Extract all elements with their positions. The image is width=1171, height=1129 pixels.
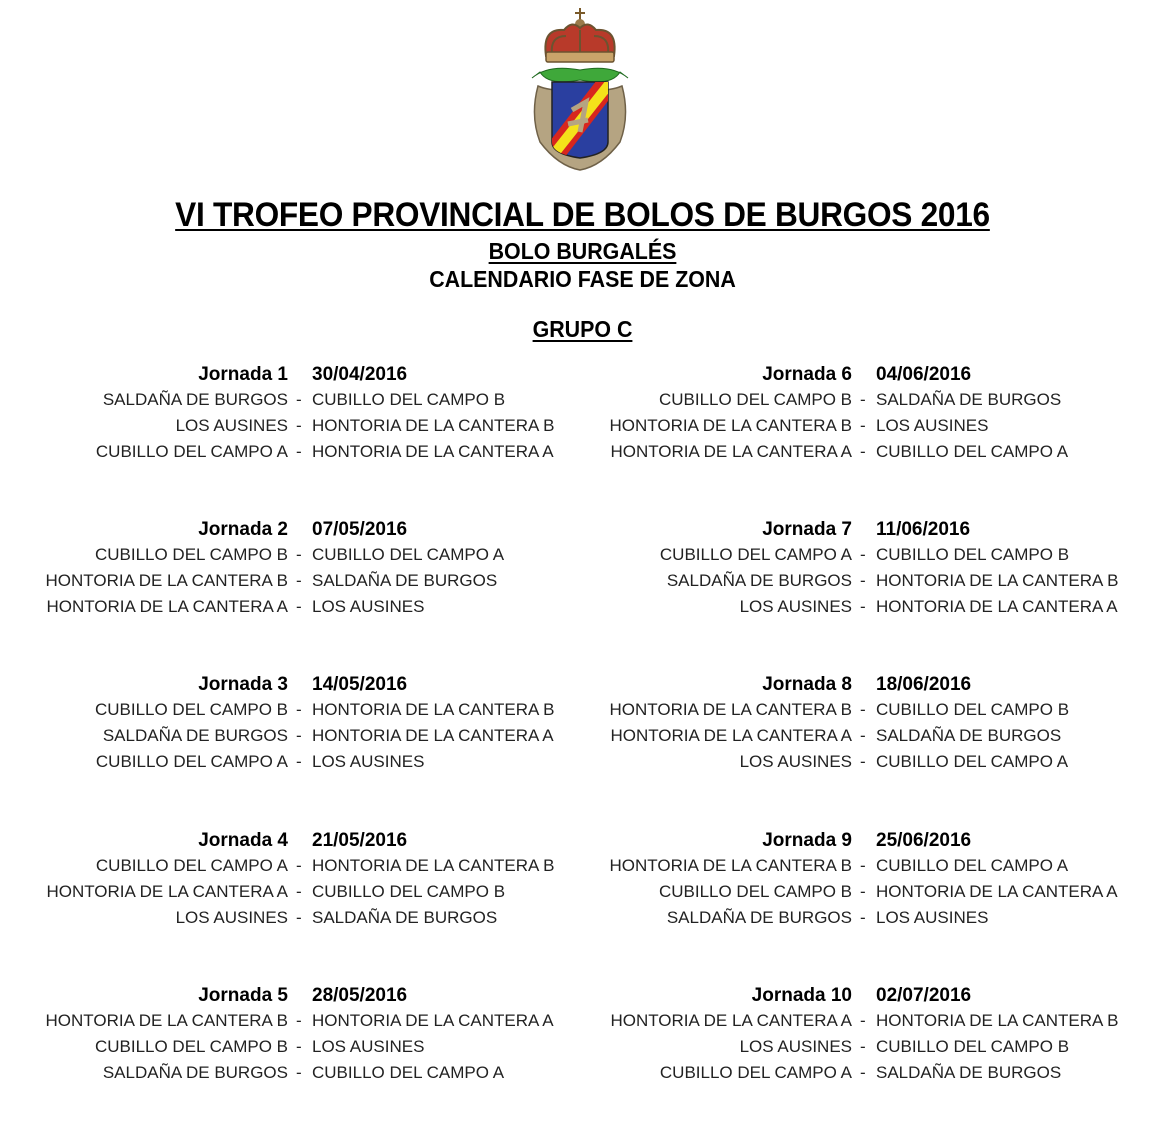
away-team: SALDAÑA DE BURGOS [312, 571, 498, 590]
provincial-crest-icon [528, 6, 632, 172]
match-row [0, 571, 560, 597]
home-team: HONTORIA DE LA CANTERA A [610, 442, 852, 461]
home-team: CUBILLO DEL CAMPO A [659, 545, 852, 564]
home-team: HONTORIA DE LA CANTERA B [609, 856, 852, 875]
away-team: SALDAÑA DE BURGOS [876, 726, 1062, 745]
away-team: LOS AUSINES [312, 752, 425, 771]
jornada-date: 25/06/2016 [876, 830, 972, 851]
home-team: LOS AUSINES [175, 908, 288, 927]
home-team: LOS AUSINES [739, 752, 852, 771]
match-row [564, 908, 1124, 934]
away-team: CUBILLO DEL CAMPO A [876, 752, 1069, 771]
home-team: CUBILLO DEL CAMPO A [95, 442, 288, 461]
match-separator: - [296, 856, 302, 875]
match-separator: - [860, 882, 866, 901]
home-team: HONTORIA DE LA CANTERA B [45, 571, 288, 590]
jornada-header [564, 830, 1124, 856]
away-team: HONTORIA DE LA CANTERA A [876, 882, 1118, 901]
jornada-label: Jornada 1 [198, 364, 288, 385]
jornada-label: Jornada 6 [762, 364, 852, 385]
home-team: HONTORIA DE LA CANTERA A [610, 726, 852, 745]
away-team: LOS AUSINES [312, 597, 425, 616]
match-separator: - [296, 908, 302, 927]
away-team: SALDAÑA DE BURGOS [876, 1063, 1062, 1082]
jornada-label: Jornada 9 [762, 830, 852, 851]
jornada-block [564, 830, 1124, 934]
home-team: SALDAÑA DE BURGOS [102, 726, 288, 745]
match-separator: - [860, 545, 866, 564]
home-team: HONTORIA DE LA CANTERA B [609, 700, 852, 719]
match-row [564, 1011, 1124, 1037]
match-row [0, 752, 560, 778]
away-team: LOS AUSINES [876, 908, 989, 927]
away-team: SALDAÑA DE BURGOS [312, 908, 498, 927]
match-separator: - [860, 571, 866, 590]
match-row [564, 1037, 1124, 1063]
document-subtitle: BOLO BURGALÉS [488, 238, 677, 264]
jornada-date: 30/04/2016 [312, 364, 408, 385]
home-team: LOS AUSINES [739, 1037, 852, 1056]
jornada-label: Jornada 10 [751, 985, 852, 1006]
jornada-header [564, 519, 1124, 545]
away-team: HONTORIA DE LA CANTERA A [312, 442, 554, 461]
match-separator: - [860, 416, 866, 435]
jornada-block [564, 985, 1124, 1089]
match-separator: - [296, 1063, 302, 1082]
home-team: LOS AUSINES [175, 416, 288, 435]
away-team: CUBILLO DEL CAMPO B [876, 1037, 1070, 1056]
match-row [0, 597, 560, 623]
match-row [0, 1063, 560, 1089]
home-team: CUBILLO DEL CAMPO B [94, 700, 288, 719]
match-separator: - [296, 1037, 302, 1056]
jornada-header [0, 830, 560, 856]
jornada-label: Jornada 5 [198, 985, 288, 1006]
jornada-label: Jornada 7 [762, 519, 852, 540]
match-row [0, 882, 560, 908]
away-team: CUBILLO DEL CAMPO A [876, 442, 1069, 461]
jornada-block [0, 364, 560, 468]
match-row [0, 545, 560, 571]
jornada-block [0, 674, 560, 778]
away-team: HONTORIA DE LA CANTERA B [312, 700, 555, 719]
jornada-block [0, 985, 560, 1089]
match-row [564, 882, 1124, 908]
away-team: CUBILLO DEL CAMPO B [876, 700, 1070, 719]
jornada-header [0, 519, 560, 545]
match-separator: - [860, 700, 866, 719]
match-row [0, 908, 560, 934]
match-separator: - [296, 726, 302, 745]
jornada-date: 02/07/2016 [876, 985, 972, 1006]
jornada-header [0, 674, 560, 700]
match-separator: - [296, 597, 302, 616]
away-team: HONTORIA DE LA CANTERA A [876, 597, 1118, 616]
away-team: HONTORIA DE LA CANTERA B [312, 856, 555, 875]
jornada-header [0, 985, 560, 1011]
match-row [0, 856, 560, 882]
match-separator: - [860, 1011, 866, 1030]
match-row [564, 545, 1124, 571]
match-row [0, 1037, 560, 1063]
jornada-block [0, 519, 560, 623]
group-title: GRUPO C [532, 316, 633, 342]
match-row [0, 390, 560, 416]
match-separator: - [296, 545, 302, 564]
home-team: LOS AUSINES [739, 597, 852, 616]
home-team: HONTORIA DE LA CANTERA A [46, 882, 288, 901]
home-team: CUBILLO DEL CAMPO B [658, 390, 852, 409]
match-separator: - [860, 1037, 866, 1056]
jornada-label: Jornada 3 [198, 674, 288, 695]
home-team: CUBILLO DEL CAMPO B [94, 545, 288, 564]
home-team: HONTORIA DE LA CANTERA B [609, 416, 852, 435]
match-separator: - [296, 390, 302, 409]
jornada-block [564, 674, 1124, 778]
match-separator: - [860, 726, 866, 745]
jornada-label: Jornada 2 [198, 519, 288, 540]
match-row [564, 571, 1124, 597]
jornada-date: 11/06/2016 [876, 519, 971, 540]
home-team: CUBILLO DEL CAMPO B [658, 882, 852, 901]
jornada-date: 28/05/2016 [312, 985, 408, 1006]
match-separator: - [860, 597, 866, 616]
jornada-block [564, 519, 1124, 623]
match-row [564, 856, 1124, 882]
home-team: HONTORIA DE LA CANTERA B [45, 1011, 288, 1030]
home-team: SALDAÑA DE BURGOS [102, 1063, 288, 1082]
match-separator: - [296, 416, 302, 435]
match-row [564, 597, 1124, 623]
home-team: CUBILLO DEL CAMPO A [659, 1063, 852, 1082]
away-team: LOS AUSINES [876, 416, 989, 435]
home-team: SALDAÑA DE BURGOS [666, 908, 852, 927]
home-team: SALDAÑA DE BURGOS [666, 571, 852, 590]
match-row [0, 416, 560, 442]
match-row [564, 1063, 1124, 1089]
away-team: HONTORIA DE LA CANTERA B [876, 1011, 1119, 1030]
away-team: HONTORIA DE LA CANTERA A [312, 1011, 554, 1030]
jornada-label: Jornada 4 [198, 830, 288, 851]
match-separator: - [860, 1063, 866, 1082]
away-team: CUBILLO DEL CAMPO A [312, 545, 505, 564]
away-team: HONTORIA DE LA CANTERA A [312, 726, 554, 745]
jornada-label: Jornada 8 [762, 674, 852, 695]
match-separator: - [296, 1011, 302, 1030]
match-separator: - [296, 700, 302, 719]
home-team: HONTORIA DE LA CANTERA A [46, 597, 288, 616]
match-row [0, 700, 560, 726]
home-team: HONTORIA DE LA CANTERA A [610, 1011, 852, 1030]
match-row [564, 416, 1124, 442]
away-team: HONTORIA DE LA CANTERA B [312, 416, 555, 435]
match-row [564, 726, 1124, 752]
match-row [564, 390, 1124, 416]
away-team: CUBILLO DEL CAMPO A [312, 1063, 505, 1082]
jornada-date: 18/06/2016 [876, 674, 972, 695]
away-team: CUBILLO DEL CAMPO B [312, 882, 506, 901]
jornada-block [564, 364, 1124, 468]
match-row [564, 752, 1124, 778]
jornada-header [0, 364, 560, 390]
match-separator: - [296, 752, 302, 771]
match-separator: - [296, 442, 302, 461]
match-separator: - [296, 571, 302, 590]
match-separator: - [860, 442, 866, 461]
match-row [0, 1011, 560, 1037]
document-title: VI TROFEO PROVINCIAL DE BOLOS DE BURGOS 2016 [175, 196, 990, 234]
jornada-header [564, 674, 1124, 700]
home-team: SALDAÑA DE BURGOS [102, 390, 288, 409]
phase-title: CALENDARIO FASE DE ZONA [429, 266, 736, 292]
match-row [0, 726, 560, 752]
home-team: CUBILLO DEL CAMPO B [94, 1037, 288, 1056]
jornada-header [564, 985, 1124, 1011]
jornada-header [564, 364, 1124, 390]
jornada-date: 07/05/2016 [312, 519, 408, 540]
home-team: CUBILLO DEL CAMPO A [95, 752, 288, 771]
match-separator: - [296, 882, 302, 901]
away-team: CUBILLO DEL CAMPO A [876, 856, 1069, 875]
away-team: CUBILLO DEL CAMPO B [312, 390, 506, 409]
match-separator: - [860, 752, 866, 771]
match-separator: - [860, 390, 866, 409]
match-row [0, 442, 560, 468]
home-team: CUBILLO DEL CAMPO A [95, 856, 288, 875]
jornada-block [0, 830, 560, 934]
jornada-date: 21/05/2016 [312, 830, 408, 851]
jornada-date: 04/06/2016 [876, 364, 972, 385]
jornada-date: 14/05/2016 [312, 674, 408, 695]
away-team: LOS AUSINES [312, 1037, 425, 1056]
away-team: SALDAÑA DE BURGOS [876, 390, 1062, 409]
match-row [564, 700, 1124, 726]
match-row [564, 442, 1124, 468]
match-separator: - [860, 856, 866, 875]
away-team: HONTORIA DE LA CANTERA B [876, 571, 1119, 590]
match-separator: - [860, 908, 866, 927]
away-team: CUBILLO DEL CAMPO B [876, 545, 1070, 564]
